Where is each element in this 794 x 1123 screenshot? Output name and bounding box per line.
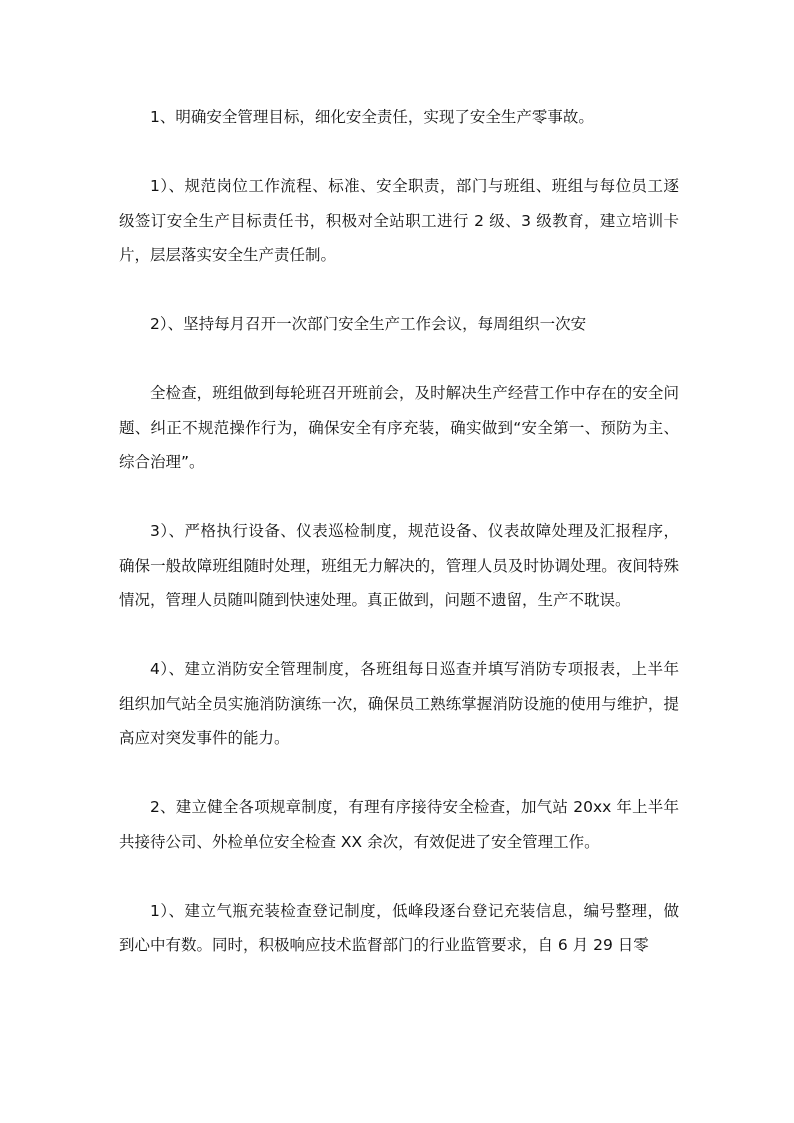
paragraph-2: 1）、规范岗位工作流程、标准、安全职责，部门与班组、班组与每位员工逐级签订安全生产目标责任书，积极对全站职工进行 2 级、3 级教育，建立培训卡片，层层落实安全生产责任制。 <box>119 177 679 264</box>
paragraph-6: 4）、建立消防安全管理制度，各班组每日巡查并填写消防专项报表，上半年组织加气站全员实施消防演练一次，确保员工熟练掌握消防设施的使用与维护，提高应对突发事件的能力。 <box>119 660 679 747</box>
paragraph-3: 2）、坚持每月召开一次部门安全生产工作会议，每周组织一次安 <box>150 315 587 333</box>
paragraph-5: 3）、严格执行设备、仪表巡检制度，规范设备、仪表故障处理及汇报程序，确保一般故障班组随时处理，班组无力解决的，管理人员及时协调处理。夜间特殊情况，管理人员随叫随到快速处理。真正做到，问题不遗留，生产不耽误。 <box>119 522 679 609</box>
paragraph-1: 1、明确安全管理目标，细化安全责任，实现了安全生产零事故。 <box>150 108 594 126</box>
paragraph-4: 全检查，班组做到每轮班召开班前会，及时解决生产经营工作中存在的安全问题、纠正不规范操作行为，确保安全有序充装，确实做到“安全第一、预防为主、综合治理”。 <box>119 384 679 471</box>
document-body <box>119 100 679 997</box>
paragraph-8: 1）、建立气瓶充装检查登记制度，低峰段逐台登记充装信息，编号整理，做到心中有数。同时，积极响应技术监督部门的行业监管要求，自 6 月 29 日零 <box>119 901 679 954</box>
paragraph-7: 2、建立健全各项规章制度，有理有序接待安全检查，加气站 20xx 年上半年共接待公司、外检单位安全检查 XX 余次，有效促进了安全管理工作。 <box>119 798 679 851</box>
